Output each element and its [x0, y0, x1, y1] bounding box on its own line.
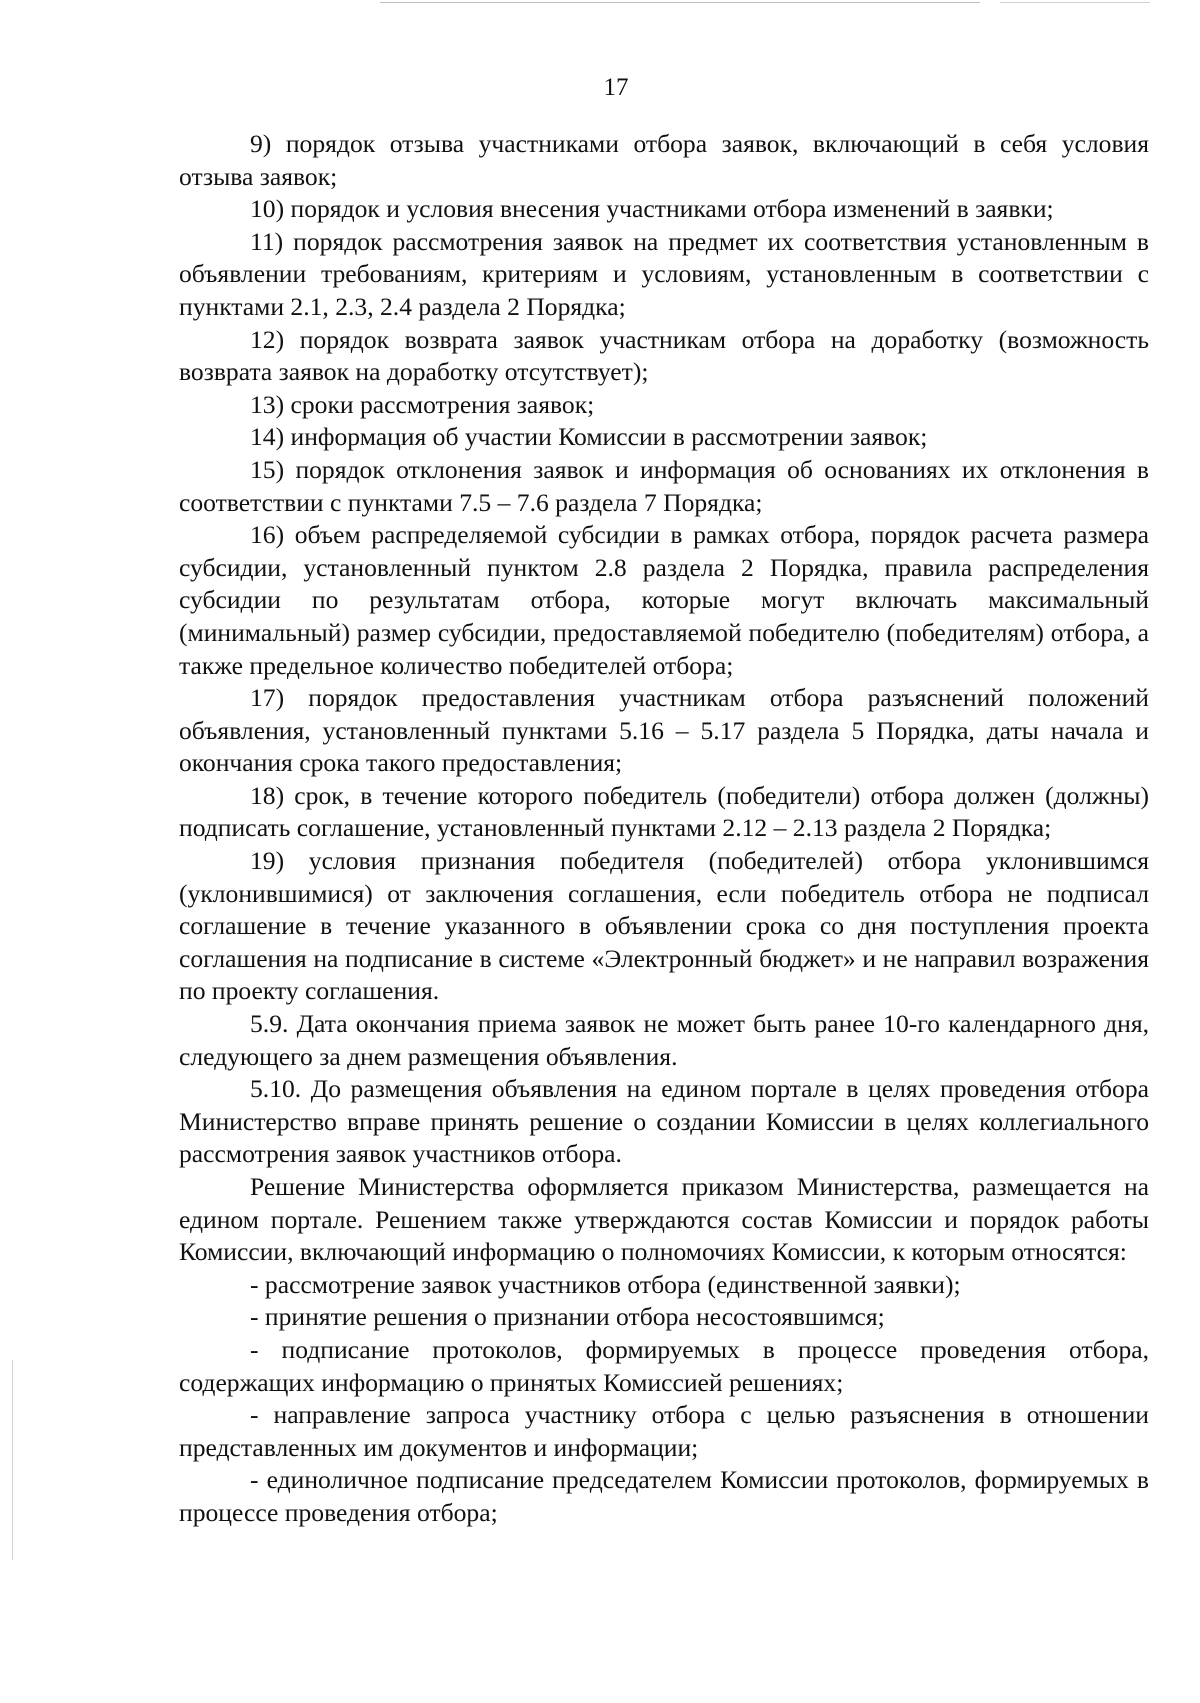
paragraph: 15) порядок отклонения заявок и информация об основаниях их отклонения в соответствии с пунктами 7.5 – 7.6 раздела 7 Порядка; [179, 454, 1149, 517]
paragraph: Решение Министерства оформляется приказом Министерства, размещается на едином портале. Решением также утверждаются состав Комиссии и порядок работы Комиссии, включающий информацию о полномочиях Комиссии, к которым относятся: [179, 1172, 1149, 1267]
list-item: - рассмотрение заявок участников отбора (единственной заявки); [250, 1269, 961, 1299]
paragraph: 9) порядок отзыва участниками отбора заявок, включающий в себя условия отзыва заявок; [179, 129, 1149, 191]
document-body [179, 128, 1149, 1530]
scan-artifact-line [380, 2, 980, 3]
paragraph: 13) сроки рассмотрения заявок; [250, 389, 595, 419]
paragraph: 11) порядок рассмотрения заявок на предмет их соответствия установленным в объявлении требованиям, критериям и условиям, установленным в соответствии с пунктами 2.1, 2.3, 2.4 раздела 2 Порядка; [179, 226, 1149, 321]
scan-artifact-line [1000, 2, 1150, 3]
paragraph: 12) порядок возврата заявок участникам отбора на доработку (возможность возврата заявок на доработку отсутствует); [179, 324, 1149, 387]
list-item: - принятие решения о признании отбора несостоявшимся; [250, 1302, 885, 1332]
paragraph: 10) порядок и условия внесения участниками отбора изменений в заявки; [250, 194, 1054, 224]
list-item: - единоличное подписание председателем Комиссии протоколов, формируемых в процессе проведения отбора; [179, 1465, 1149, 1527]
list-item: - направление запроса участнику отбора с целью разъяснения в отношении представленных им документов и информации; [179, 1400, 1149, 1462]
paragraph: 17) порядок предоставления участникам отбора разъяснений положений объявления, установленный пунктами 5.16 – 5.17 раздела 5 Порядка, даты начала и окончания срока такого предоставления; [179, 683, 1149, 778]
paragraph: 18) срок, в течение которого победитель (победители) отбора должен (должны) подписать соглашение, установленный пунктами 2.12 – 2.13 раздела 2 Порядка; [179, 780, 1149, 843]
scan-artifact-line [12, 1360, 13, 1560]
paragraph: 14) информация об участии Комиссии в рассмотрении заявок; [250, 422, 928, 452]
paragraph: 16) объем распределяемой субсидии в рамках отбора, порядок расчета размера субсидии, установленный пунктом 2.8 раздела 2 Порядка, правила распределения субсидии по результатам отбора, которые могут включать максимальный (минимальный) размер субсидии, предоставляемой победителю (победителям) отбора, а также предельное количество победителей отбора; [179, 520, 1149, 680]
paragraph: 5.9. Дата окончания приема заявок не может быть ранее 10-го календарного дня, следующего за днем размещения объявления. [179, 1009, 1149, 1071]
paragraph: 5.10. До размещения объявления на едином портале в целях проведения отбора Министерство вправе принять решение о создании Комиссии в целях коллегиального рассмотрения заявок участников отбора. [179, 1074, 1149, 1169]
list-item: - подписание протоколов, формируемых в процессе проведения отбора, содержащих информацию о принятых Комиссией решениях; [179, 1334, 1149, 1397]
paragraph: 19) условия признания победителя (победителей) отбора уклонившимся (уклонившимися) от заключения соглашения, если победитель отбора не подписал соглашение в течение указанного в объявлении срока со дня поступления проекта соглашения на подписание в системе «Электронный бюджет» и не направил возражения по проекту соглашения. [179, 846, 1149, 1006]
page-number: 17 [603, 74, 629, 101]
